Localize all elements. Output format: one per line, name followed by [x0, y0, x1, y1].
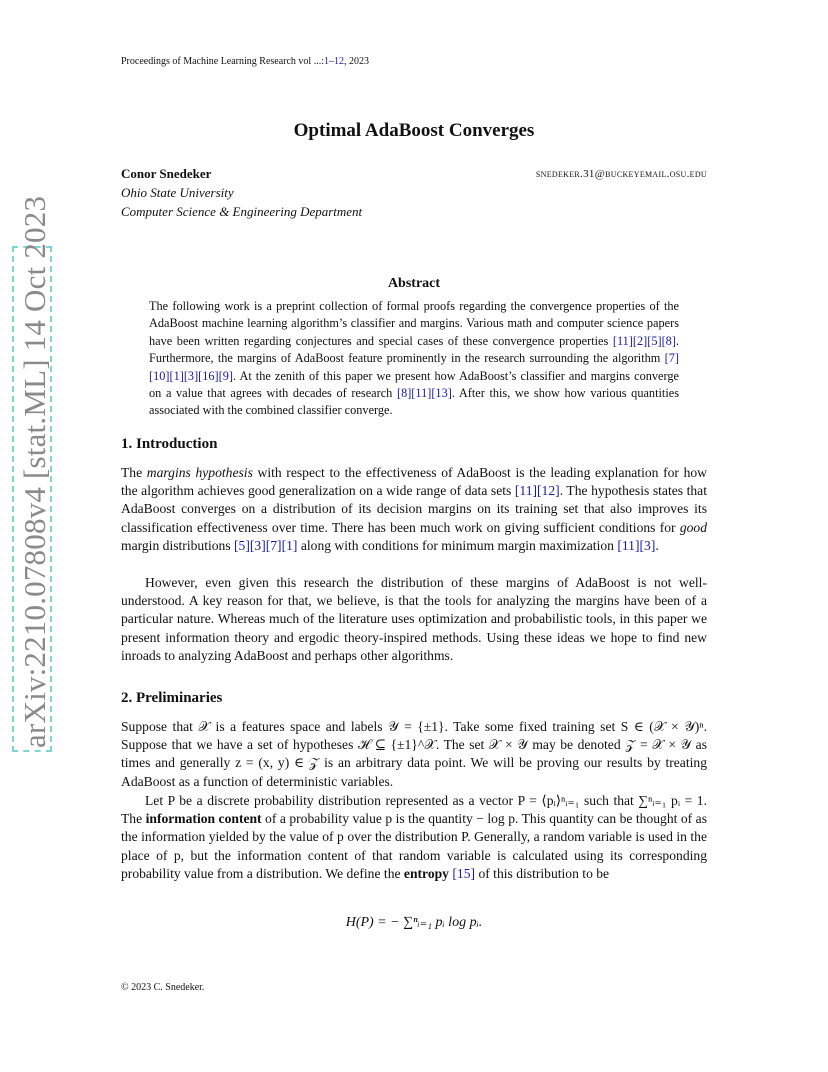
- body-text: . The hypothesis states that AdaBoost converges on a distribution of its decision margins on its training set that also improves its classification effectiveness over time. There has been much work on giving sufficient conditions for: [121, 483, 707, 535]
- abstract-heading: Abstract: [387, 276, 441, 291]
- emphasis-text: margins hypothesis: [146, 465, 253, 480]
- abstract-text: . Furthermore, the margins of AdaBoost feature prominently in the research surrounding the algorithm: [149, 333, 679, 366]
- venue-text: Proceedings of Machine Learning Research vol ...:: [121, 56, 324, 67]
- copyright-footer: © 2023 C. Snedeker.: [121, 982, 205, 993]
- defined-term: information content: [145, 811, 262, 827]
- body-text: with respect to the effectiveness of AdaBoost is the leading explanation for how the algorithm achieves good generalization on a wide range of data sets: [121, 465, 707, 499]
- section-heading-preliminaries: 2. Preliminaries: [121, 690, 223, 706]
- body-text: of a probability value p is the quantity − log p. This quantity can be thought of as the information yielded by the value of p over the distribution P. Generally, a random variable is used in the place of p, but the information content of that random variable is calculated using its corresponding probability value from a distribution. We define the: [121, 811, 707, 881]
- affiliation-department: Computer Science & Engineering Department: [121, 204, 363, 219]
- entropy-equation: H(P) = − ∑ⁿᵢ₌₁ pᵢ log pᵢ.: [345, 915, 483, 930]
- citation-link[interactable]: [5][3][7][1]: [234, 537, 298, 553]
- section-heading-introduction: 1. Introduction: [121, 436, 218, 452]
- body-text: .: [655, 537, 659, 553]
- abstract-text: . After this, we show how various quantities associated with the combined classifier converge.: [149, 386, 679, 418]
- running-header: [121, 56, 369, 67]
- emphasis-text: good: [679, 519, 707, 535]
- prelim-paragraph-1: Suppose that 𝒳 is a features space and labels 𝒴 = {±1}. Take some fixed training set S ∈ (𝒳 × 𝒴)ⁿ. Suppose that we have a set of hypotheses ℋ ⊆ {±1}^𝒳. The set 𝒳 × 𝒴 may be denoted 𝒵 = 𝒳 × 𝒴 as times and generally z = (x, y) ∈ 𝒵 is an arbitrary data point. We will be proving our results by treating AdaBoost as a function of deterministic variables.: [121, 719, 707, 789]
- body-text: margin distributions: [121, 537, 235, 553]
- citation-link[interactable]: [8][11][13]: [396, 386, 452, 401]
- author-name: Conor Snedeker: [121, 166, 212, 181]
- author-email[interactable]: snedeker.31@buckeyemail.osu.edu: [535, 168, 707, 180]
- body-text: Let P be a discrete probability distribution represented as a vector P = ⟨pᵢ⟩ⁿᵢ₌₁ such that ∑ⁿᵢ₌₁ pᵢ = 1. The: [121, 793, 707, 827]
- citation-link[interactable]: [11][2][5][8]: [612, 333, 676, 348]
- affiliation-university: Ohio State University: [121, 185, 234, 200]
- abstract-text: The following work is a preprint collection of formal proofs regarding the convergence properties of the AdaBoost machine learning algorithm’s classifier and margins. Various math and computer science papers have been written regarding conjectures and special cases of these convergence properties: [149, 299, 679, 348]
- citation-link[interactable]: [11][3]: [617, 537, 656, 553]
- citation-link[interactable]: [11][12]: [514, 483, 560, 499]
- body-text: along with conditions for minimum margin maximization: [297, 537, 618, 553]
- arxiv-stamp: arXiv:2210.07808v4 [stat.ML] 14 Oct 2023: [17, 195, 52, 748]
- abstract-body: [149, 298, 679, 420]
- intro-paragraph-2: However, even given this research the distribution of these margins of AdaBoost is not well-understood. A key reason for that, we believe, is that the tools for analyzing the margins have been of a particular nature. Whereas much of the literature uses optimization and probabilistic tools, in this paper we present information theory and ergodic theory-inspired methods. Using these ideas we hope to find new inroads to analyzing AdaBoost and perhaps other algorithms.: [121, 575, 707, 663]
- body-text: The: [121, 465, 147, 480]
- body-text: of this distribution to be: [475, 865, 610, 881]
- citation-link[interactable]: [7][10][1][3][16][9]: [149, 351, 679, 383]
- page-range-link[interactable]: 1–12: [324, 56, 344, 67]
- intro-paragraph-1: [121, 464, 707, 555]
- citation-link[interactable]: [15]: [452, 865, 476, 881]
- abstract-text: . At the zenith of this paper we present how AdaBoost’s classifier and margins converge on a value that agrees with decades of research: [149, 368, 679, 401]
- prelim-paragraph-2: [121, 792, 707, 883]
- defined-term: entropy: [403, 865, 449, 881]
- paper-title: Optimal AdaBoost Converges: [293, 120, 535, 141]
- year-text: , 2023: [344, 56, 369, 67]
